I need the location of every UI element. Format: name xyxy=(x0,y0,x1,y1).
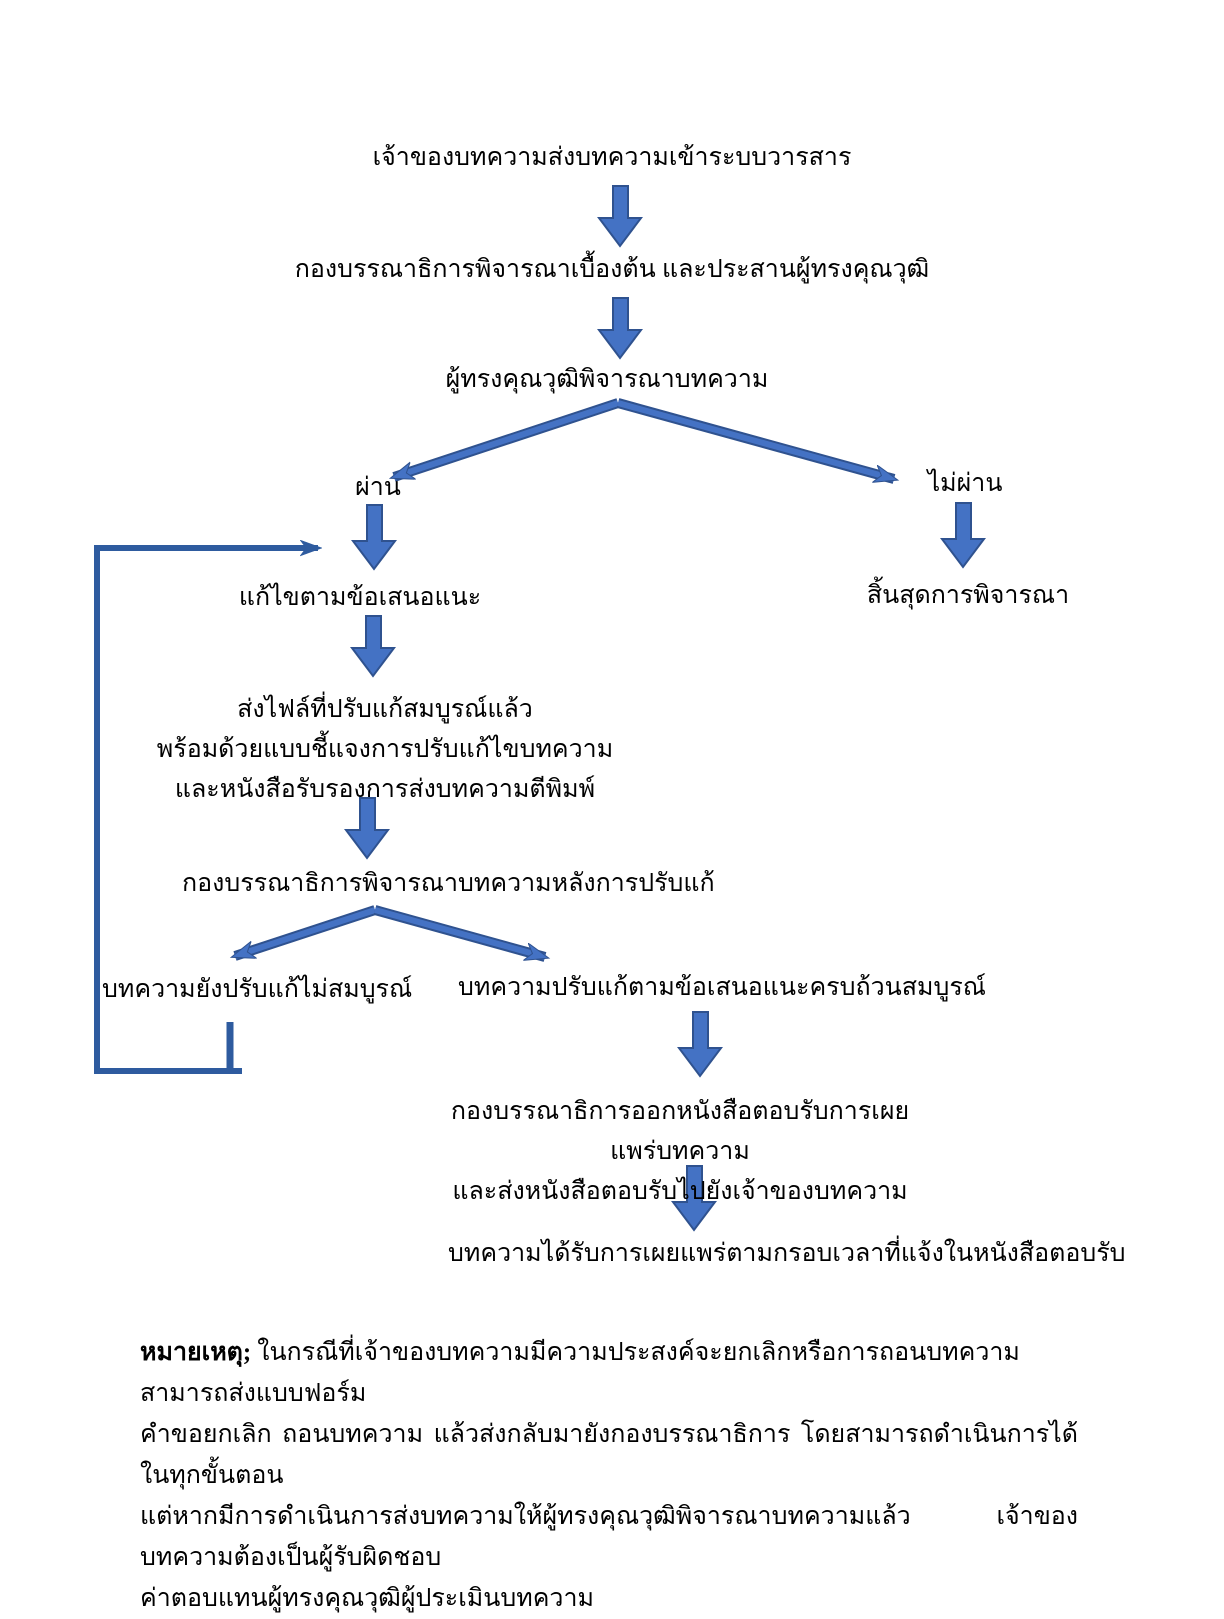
step-submit-label: เจ้าของบทความส่งบทความเข้าระบบวารสาร xyxy=(372,144,852,171)
note-label: หมายเหตุ; xyxy=(140,1339,252,1366)
note-line-4: ค่าตอบแทนผู้ทรงคุณวุฒิผู้ประเมินบทความ xyxy=(140,1585,594,1612)
down-arrow-pass-to-revise xyxy=(353,505,395,569)
step-initial-review-label: กองบรรณาธิการพิจารณาเบื้องต้น และประสานผู้ทรงคุณวุฒิ xyxy=(294,256,930,283)
down-arrow-revise-to-sendfile xyxy=(352,616,394,676)
branch-fail-label: ไม่ผ่าน xyxy=(927,470,1003,497)
note-line-1-text: ในกรณีที่เจ้าของบทความมีความประสงค์จะยกเลิกหรือการถอนบทความ สามารถส่งแบบฟอร์ม xyxy=(140,1339,1020,1407)
acceptance-line-1: กองบรรณาธิการออกหนังสือตอบรับการเผยแพร่บทความ xyxy=(450,1098,910,1165)
note-line-1 xyxy=(140,1332,1078,1414)
step-revise-label: แก้ไขตามข้อเสนอแนะ xyxy=(238,584,482,611)
note-line-3: แต่หากมีการดำเนินการส่งบทความให้ผู้ทรงคุณวุฒิพิจารณาบทความแล้ว เจ้าของบทความต้องเป็นผู้รับผิดชอบ xyxy=(140,1503,1078,1571)
acceptance-line-2: และส่งหนังสือตอบรับไปยังเจ้าของบทความ xyxy=(452,1178,908,1205)
down-arrow-initial-to-expert xyxy=(599,298,641,358)
branch-revision-incomplete-label: บทความยังปรับแก้ไม่สมบูรณ์ xyxy=(102,976,413,1003)
step-post-revision-review-label: กองบรรณาธิการพิจารณาบทความหลังการปรับแก้ xyxy=(182,870,715,897)
step-expert-review-label: ผู้ทรงคุณวุฒิพิจารณาบทความ xyxy=(445,366,769,393)
note-paragraph xyxy=(140,1332,1078,1619)
down-arrow-complete-to-acceptance xyxy=(679,1012,721,1076)
step-published-label: บทความได้รับการเผยแพร่ตามกรอบเวลาที่แจ้งในหนังสือตอบรับ xyxy=(448,1240,1126,1267)
branch-arrow-incomplete xyxy=(235,910,375,956)
branch-arrow-fail xyxy=(618,403,894,479)
step-acceptance-label xyxy=(430,1092,930,1212)
send-revised-line-2: พร้อมด้วยแบบชี้แจงการปรับแก้ไขบทความ xyxy=(156,736,614,763)
branch-revision-complete-label: บทความปรับแก้ตามข้อเสนอแนะครบถ้วนสมบูรณ์ xyxy=(458,974,986,1001)
down-arrow-fail-to-end xyxy=(942,503,984,567)
branch-arrow-complete xyxy=(375,910,545,957)
branch-pass-label: ผ่าน xyxy=(355,474,401,501)
down-arrow-submit-to-initial xyxy=(599,186,641,246)
branch-arrow-pass xyxy=(394,403,618,477)
send-revised-line-1: ส่งไฟล์ที่ปรับแก้สมบูรณ์แล้ว xyxy=(237,696,533,723)
step-end-review-label: สิ้นสุดการพิจารณา xyxy=(866,582,1070,609)
note-line-2: คำขอยกเลิก ถอนบทความ แล้วส่งกลับมายังกองบรรณาธิการ โดยสามารถดำเนินการได้ในทุกขั้นตอน xyxy=(140,1421,1078,1489)
send-revised-line-3: และหนังสือรับรองการส่งบทความตีพิมพ์ xyxy=(174,776,596,803)
step-send-revised-label xyxy=(135,690,635,810)
